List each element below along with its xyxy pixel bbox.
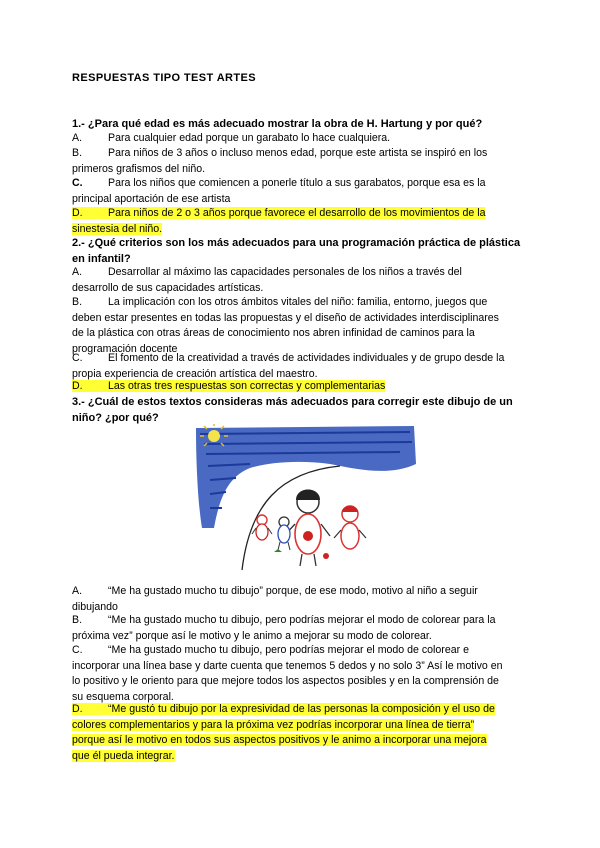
- option-text-cont: dibujando: [72, 600, 118, 613]
- option-text-cont: desarrollo de sus capacidades artísticas.: [72, 281, 264, 294]
- option-text-cont: sinestesia del niño.: [72, 222, 163, 235]
- ball-icon: [323, 553, 329, 559]
- q1-option-a: [72, 131, 524, 147]
- question-text-cont: niño? ¿por qué?: [72, 412, 159, 424]
- option-text: El fomento de la creatividad a través de actividades individuales y de grupo desde la: [108, 352, 505, 364]
- question-text-cont: en infantil?: [72, 253, 131, 265]
- q2-option-a: [72, 265, 524, 296]
- option-text: La implicación con los otros ámbitos vitales del niño: familia, entorno, juegos que: [108, 296, 488, 308]
- q3-option-b: [72, 613, 524, 644]
- option-text: Para niños de 3 años o incluso menos edad, porque este artista se inspiró en los: [108, 147, 488, 159]
- option-text: Desarrollar al máximo las capacidades personales de los niños a través del: [108, 266, 462, 278]
- option-text-cont: principal aportación de ese artista: [72, 192, 231, 205]
- option-text-cont: primeros grafismos del niño.: [72, 162, 206, 175]
- option-letter: D.: [72, 703, 83, 715]
- option-letter: D.: [72, 380, 83, 392]
- option-text: Para niños de 2 o 3 años porque favorece el desarrollo de los movimientos de la: [108, 207, 486, 219]
- option-letter: B.: [72, 147, 83, 159]
- question-2: [72, 235, 524, 267]
- option-text: “Me ha gustado mucho tu dibujo, pero podrías mejorar el modo de colorear e: [108, 644, 469, 656]
- q1-option-d: [72, 206, 524, 237]
- question-text: 2.- ¿Qué criterios son los más adecuados para una programación práctica de plástica: [72, 237, 521, 249]
- option-text-cont: deben estar presentes en todas las propuestas y el diseño de actividades interdisciplinares: [72, 311, 499, 324]
- option-text: “Me ha gustado mucho tu dibujo, pero podrías mejorar el modo de colorear para la: [108, 614, 496, 626]
- q2-option-b: [72, 295, 524, 357]
- question-3: [72, 394, 524, 426]
- option-text: Las otras tres respuestas son correctas y complementarias: [108, 380, 386, 392]
- q3-option-a: [72, 584, 524, 615]
- option-letter: B.: [72, 614, 83, 626]
- option-letter: A.: [72, 266, 83, 278]
- option-text-cont: propia experiencia de creación artística del maestro.: [72, 367, 318, 380]
- option-text-cont: lo positivo y le oriento para que mejore todos los aspectos posibles y en la comprensión de: [72, 675, 499, 687]
- option-letter: A.: [72, 132, 83, 144]
- q3-option-c: [72, 643, 524, 705]
- option-text-cont: programación docente: [72, 342, 178, 355]
- option-letter: C.: [72, 177, 83, 189]
- option-text: “Me gustó tu dibujo por la expresividad de las personas la composición y el uso de: [108, 703, 495, 715]
- option-text-cont: su esquema corporal.: [72, 690, 174, 703]
- option-text-cont: de la plástica con otras áreas de conocimiento nos abren infinidad de caminos para la: [72, 327, 475, 339]
- option-letter: C.: [72, 352, 83, 364]
- option-text: “Me ha gustado mucho tu dibujo” porque, de ese modo, motivo al niño a seguir: [108, 585, 478, 597]
- option-text: Para cualquier edad porque un garabato lo hace cualquiera.: [108, 132, 391, 144]
- q2-option-d: [72, 379, 524, 395]
- question-text: 3.- ¿Cuál de estos textos consideras más adecuados para corregir este dibujo de un: [72, 396, 513, 408]
- option-letter: D.: [72, 207, 83, 219]
- option-text-cont: incorporar una línea base y darte cuenta que tenemos 5 dedos y no solo 3” Así le motivo en: [72, 659, 503, 672]
- question-1: 1.- ¿Para qué edad es más adecuado mostrar la obra de H. Hartung y por qué?: [72, 118, 483, 130]
- page-title: RESPUESTAS TIPO TEST ARTES: [72, 72, 256, 84]
- option-text-cont: que él pueda integrar.: [72, 749, 175, 762]
- child-drawing-image: [190, 424, 418, 574]
- q3-option-d: [72, 702, 524, 764]
- q1-option-c: [72, 176, 524, 207]
- option-letter: C.: [72, 644, 83, 656]
- option-text-cont: porque así le motivo en todos sus aspectos positivos y le animo a incorporar una mejora: [72, 734, 487, 746]
- option-text-cont: próxima vez” porque así le motivo y le animo a mejorar su modo de colorear.: [72, 629, 432, 642]
- option-letter: B.: [72, 296, 83, 308]
- q2-option-c: [72, 351, 524, 382]
- option-text: Para los niños que comiencen a ponerle título a sus garabatos, porque esa es la: [108, 177, 486, 189]
- option-text-cont: colores complementarios y para la próxima vez podrías incorporar una línea de tierra”: [72, 718, 475, 731]
- option-letter: A.: [72, 585, 83, 597]
- q1-option-b: [72, 146, 524, 177]
